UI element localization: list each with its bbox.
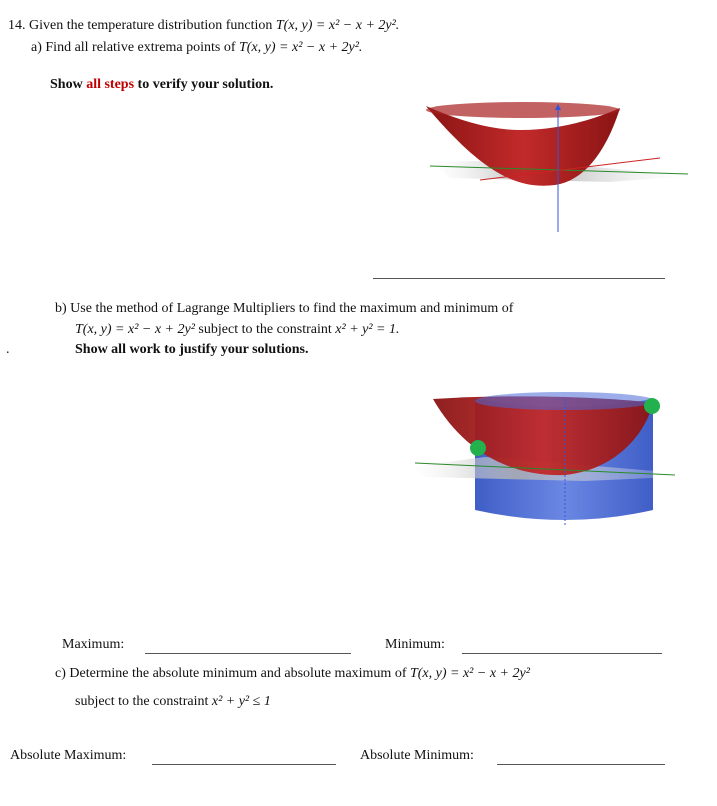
show-suffix: to verify your solution.	[137, 77, 274, 92]
part-a-answer-line[interactable]	[373, 278, 665, 279]
part-c-text: Determine the absolute minimum and absolute maximum of	[69, 666, 407, 681]
abs-max-label: Absolute Maximum:	[10, 748, 127, 763]
min-answer-line[interactable]	[462, 653, 662, 654]
bullet-dot: .	[6, 342, 10, 357]
part-a-question	[31, 40, 362, 56]
part-a-function: T(x, y) = x² − x + 2y².	[239, 40, 363, 55]
part-b-show-work: Show all work to justify your solutions.	[75, 342, 309, 357]
lagrange-graph	[405, 385, 695, 530]
part-c-line2	[75, 694, 271, 710]
part-a-label: a)	[31, 40, 42, 55]
show-prefix: Show	[50, 77, 83, 92]
part-a-text: Find all relative extrema points of	[45, 40, 236, 55]
part-b-text: Use the method of Lagrange Multipliers to find the maximum and minimum of	[70, 301, 514, 316]
problem-intro: Given the temperature distribution function	[29, 18, 273, 33]
show-highlight: all steps	[86, 77, 135, 92]
abs-max-answer-line[interactable]	[152, 764, 336, 765]
abs-min-label: Absolute Minimum:	[360, 748, 474, 763]
max-label: Maximum:	[62, 637, 125, 652]
part-b-line2	[75, 322, 400, 338]
part-b-function: T(x, y) = x² − x + 2y²	[75, 322, 195, 337]
min-label: Minimum:	[385, 637, 445, 652]
part-b-line1	[55, 301, 513, 317]
problem-number: 14.	[8, 18, 26, 33]
problem-header	[8, 18, 399, 34]
part-c-function: T(x, y) = x² − x + 2y²	[409, 666, 530, 681]
problem-function: T(x, y) = x² − x + 2y².	[275, 18, 400, 33]
constraint-point-min	[470, 440, 486, 456]
max-answer-line[interactable]	[145, 653, 351, 654]
part-c-subject: subject to the constraint	[75, 694, 209, 709]
abs-min-answer-line[interactable]	[497, 764, 665, 765]
paraboloid-rim	[426, 102, 620, 118]
part-c-label: c)	[55, 666, 66, 681]
part-b-subject: subject to the constraint	[198, 322, 332, 337]
constraint-point-max	[644, 398, 660, 414]
paraboloid-graph	[420, 100, 700, 240]
part-c-constraint: x² + y² ≤ 1	[211, 694, 271, 709]
part-b-label: b)	[55, 301, 67, 316]
part-a-instruction	[50, 77, 273, 93]
part-b-constraint: x² + y² = 1.	[335, 322, 400, 337]
part-c-line1	[55, 666, 530, 682]
